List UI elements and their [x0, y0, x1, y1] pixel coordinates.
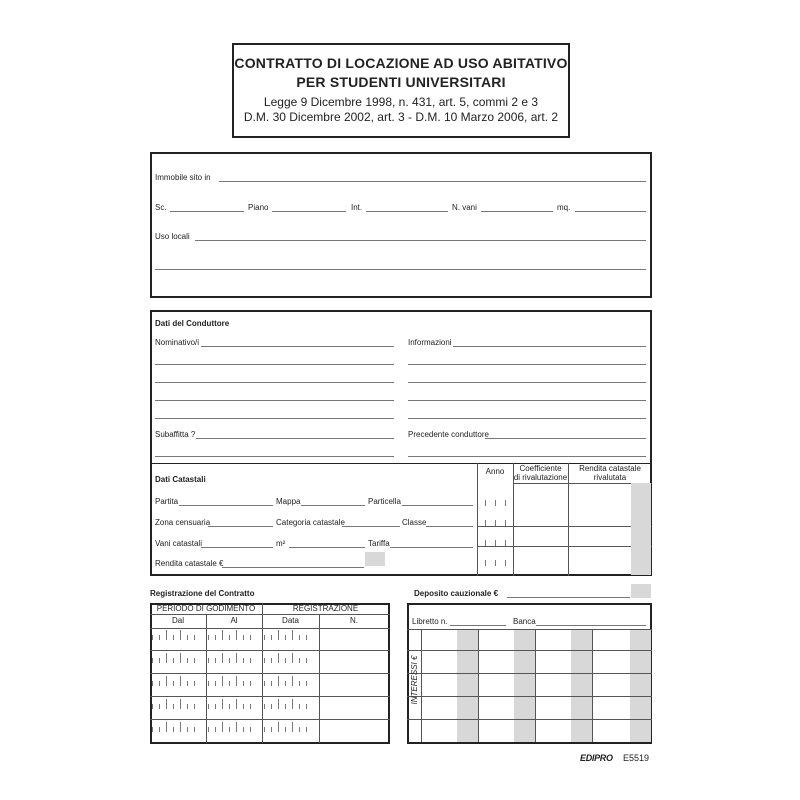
date-ticks[interactable]	[264, 678, 314, 686]
tariff-field[interactable]	[390, 547, 473, 548]
tenant-name-field-5[interactable]	[155, 418, 394, 419]
parcel-label: Particella	[368, 497, 401, 506]
property-section	[150, 152, 652, 298]
premises-use-field[interactable]	[195, 240, 646, 241]
class-field[interactable]	[426, 526, 473, 527]
deposit-heading: Deposito cauzionale €	[414, 589, 499, 598]
interest-line	[407, 650, 652, 651]
date-ticks[interactable]	[264, 724, 314, 732]
cadastral-category-label: Categoria catastale	[276, 518, 345, 527]
date-ticks[interactable]	[264, 632, 314, 640]
bank-field[interactable]	[536, 625, 646, 626]
interest-col	[592, 629, 593, 742]
sublet-field[interactable]	[196, 438, 394, 439]
cadastral-rooms-label: Vani catastali	[155, 539, 202, 548]
date-ticks[interactable]	[264, 655, 314, 663]
interest-col	[535, 629, 536, 742]
cadastral-category-field[interactable]	[342, 526, 400, 527]
cadastral-rooms-field[interactable]	[201, 547, 273, 548]
legal-reference-2: D.M. 30 Dicembre 2002, art. 3 - D.M. 10 Marzo 2006, art. 2	[243, 110, 559, 124]
interest-col	[478, 629, 479, 742]
date-ticks[interactable]	[208, 701, 258, 709]
date-ticks[interactable]	[264, 701, 314, 709]
unit-field[interactable]	[366, 211, 448, 212]
interest-line	[407, 696, 652, 697]
year-ticks[interactable]	[485, 538, 507, 546]
information-field-3[interactable]	[408, 382, 646, 383]
cadastral-row-line	[477, 546, 652, 547]
date-ticks[interactable]	[152, 701, 202, 709]
registration-col	[206, 614, 207, 743]
date-ticks[interactable]	[208, 632, 258, 640]
sqm-field[interactable]	[575, 211, 646, 212]
to-date-header: Al	[230, 616, 238, 625]
brand-logo: EDIPRO	[580, 753, 613, 763]
property-location-label: Immobile sito in	[155, 173, 211, 182]
class-label: Classe	[402, 518, 427, 527]
staircase-label: Sc.	[155, 203, 167, 212]
cadastral-rent-label: Rendita catastale €	[155, 559, 224, 568]
coefficient-header-1: Coefficiente	[519, 464, 562, 473]
revalued-rent-header-1: Rendita catastale	[579, 464, 641, 473]
interest-shaded-col	[514, 629, 535, 742]
cadastral-col-line	[477, 463, 478, 576]
information-field-4[interactable]	[408, 400, 646, 401]
tenant-section	[150, 310, 652, 576]
revalued-rent-shaded	[631, 483, 651, 575]
rooms-label: N. vani	[452, 203, 477, 212]
registration-heading: Registrazione del Contratto	[150, 589, 255, 598]
cadastral-heading: Dati Catastali	[155, 475, 206, 484]
interest-label: INTERESSI €	[410, 655, 419, 705]
year-ticks[interactable]	[485, 558, 507, 566]
registration-col	[319, 614, 320, 743]
sublet-label: Subaffitta ?	[155, 430, 196, 439]
registration-line	[150, 650, 390, 651]
year-ticks[interactable]	[485, 498, 507, 506]
form-title: CONTRATTO DI LOCAZIONE AD USO ABITATIVO	[234, 55, 568, 71]
previous-tenant-field-2[interactable]	[408, 456, 646, 457]
cadastral-divider	[150, 463, 652, 464]
tenant-name-field-3[interactable]	[155, 382, 394, 383]
census-zone-label: Zona censuaria	[155, 518, 211, 527]
registration-date-header: Data	[282, 616, 299, 625]
registration-line	[150, 628, 390, 629]
coefficient-header-2: di rivalutazione	[513, 473, 568, 482]
tenant-heading: Dati del Conduttore	[155, 319, 230, 328]
sqm-label: mq.	[557, 203, 571, 212]
interest-shaded-col	[630, 629, 651, 742]
sublet-field-2[interactable]	[155, 456, 394, 457]
date-ticks[interactable]	[208, 655, 258, 663]
floor-field[interactable]	[272, 211, 346, 212]
tenant-name-field-4[interactable]	[155, 400, 394, 401]
premises-use-label: Uso locali	[155, 232, 190, 241]
year-column-header: Anno	[485, 467, 505, 476]
date-ticks[interactable]	[208, 724, 258, 732]
revalued-rent-header-2: rivalutata	[593, 473, 627, 482]
floor-label: Piano	[248, 203, 269, 212]
information-field-5[interactable]	[408, 418, 646, 419]
map-field[interactable]	[301, 505, 365, 506]
cadastral-rent-field[interactable]	[222, 567, 364, 568]
information-field[interactable]	[453, 346, 646, 347]
information-label: Informazioni	[408, 338, 452, 347]
tenant-name-field-2[interactable]	[155, 364, 394, 365]
bank-label: Banca	[513, 617, 536, 626]
previous-tenant-field[interactable]	[485, 438, 646, 439]
staircase-field[interactable]	[170, 211, 244, 212]
parcel-account-label: Partita	[155, 497, 179, 506]
date-ticks[interactable]	[152, 678, 202, 686]
interest-line	[407, 719, 652, 720]
registration-line	[150, 696, 390, 697]
square-meters-field[interactable]	[289, 547, 365, 548]
parcel-field[interactable]	[402, 505, 473, 506]
registration-line	[150, 673, 390, 674]
deposit-shaded	[631, 584, 651, 598]
parcel-account-field[interactable]	[179, 505, 273, 506]
tariff-label: Tariffa	[368, 539, 390, 548]
year-ticks[interactable]	[485, 518, 507, 526]
date-ticks[interactable]	[152, 632, 202, 640]
form-subtitle: PER STUDENTI UNIVERSITARI	[296, 74, 506, 90]
cadastral-row-line	[477, 526, 652, 527]
from-date-header: Dal	[171, 616, 184, 625]
interest-line	[407, 629, 652, 630]
legal-reference-1: Legge 9 Dicembre 1998, n. 431, art. 5, commi 2 e 3	[263, 95, 539, 109]
passbook-label: Libretto n.	[412, 617, 448, 626]
interest-line	[407, 673, 652, 674]
previous-tenant-label: Precedente conduttore	[408, 430, 489, 439]
square-meters-label: m²	[276, 539, 286, 548]
registration-header: REGISTRAZIONE	[292, 604, 359, 613]
passbook-field[interactable]	[450, 625, 506, 626]
interest-shaded-col	[571, 629, 592, 742]
information-field-2[interactable]	[408, 364, 646, 365]
tenant-name-field[interactable]	[201, 346, 394, 347]
registration-number-header: N.	[350, 616, 358, 625]
deposit-amount-field[interactable]	[507, 597, 630, 598]
date-ticks[interactable]	[152, 655, 202, 663]
premises-use-field-2[interactable]	[155, 269, 646, 270]
registration-line	[150, 719, 390, 720]
date-ticks[interactable]	[208, 678, 258, 686]
interest-shaded-col	[457, 629, 478, 742]
map-label: Mappa	[276, 497, 301, 506]
form-code: E5519	[623, 753, 650, 763]
interest-col	[421, 629, 422, 742]
property-location-field[interactable]	[219, 181, 646, 182]
census-zone-field[interactable]	[208, 526, 273, 527]
registration-line	[150, 614, 390, 615]
rooms-field[interactable]	[481, 211, 553, 212]
unit-label: Int.	[351, 203, 363, 212]
cadastral-rent-shaded	[365, 552, 385, 566]
date-ticks[interactable]	[152, 724, 202, 732]
tenant-name-label: Nominativo/i	[155, 338, 200, 347]
rental-period-header: PERIODO DI GODIMENTO	[156, 604, 256, 613]
